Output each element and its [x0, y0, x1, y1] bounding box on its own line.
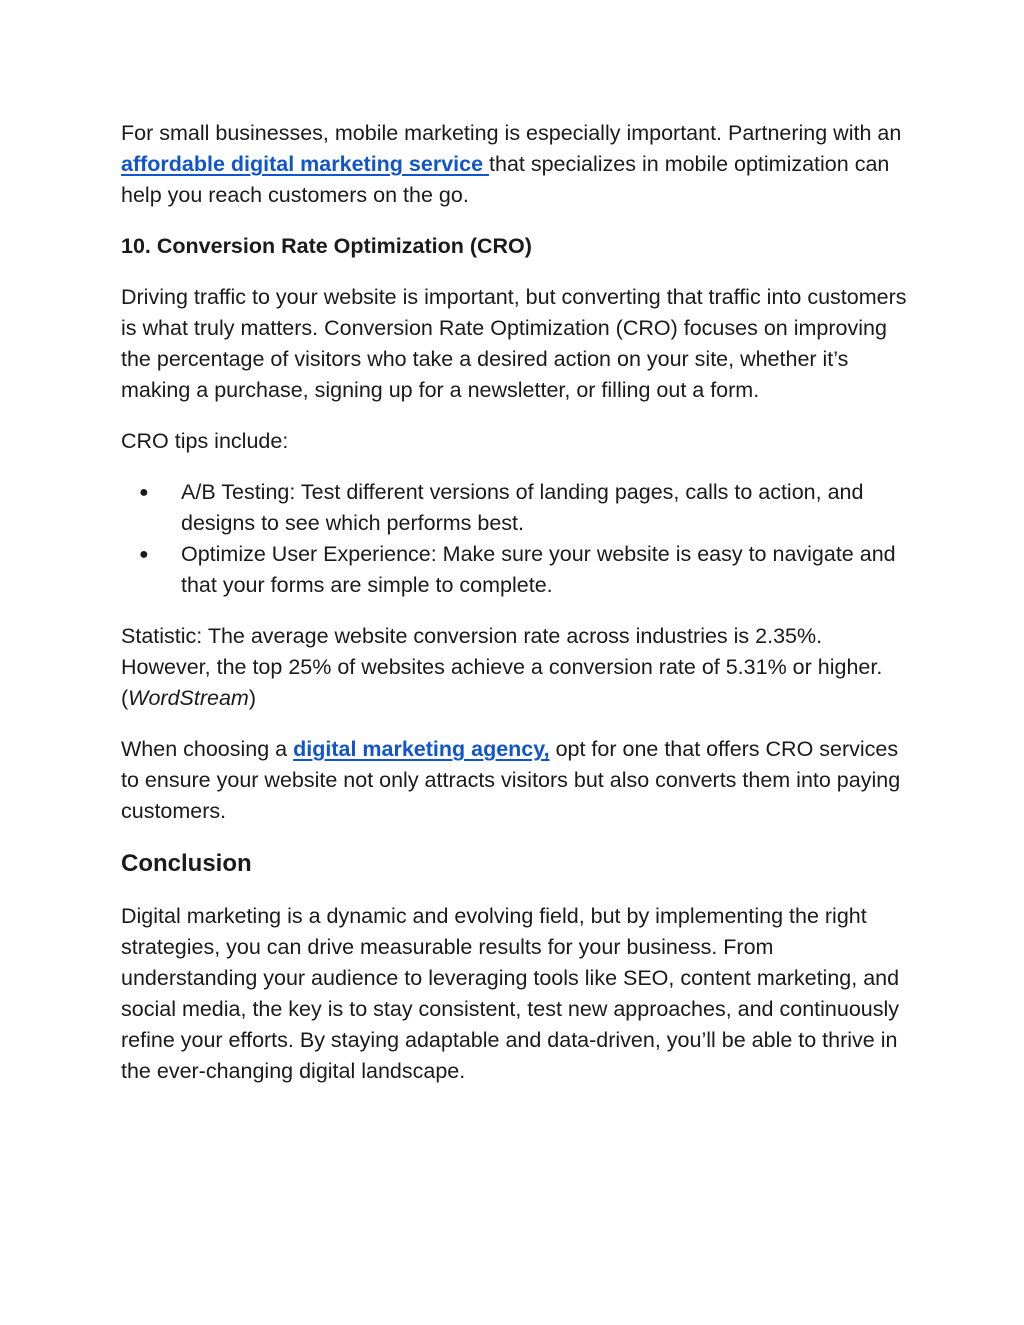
- tip-text: Optimize User Experience: Make sure your website is easy to navigate and that your forms are simple to complete.: [181, 542, 896, 597]
- statistic-source: WordStream: [128, 686, 249, 710]
- affordable-digital-marketing-link[interactable]: affordable digital marketing service: [121, 152, 490, 176]
- cro-tips-intro: CRO tips include:: [121, 429, 289, 453]
- agency-paragraph: [121, 734, 911, 827]
- tip-text: A/B Testing: Test different versions of landing pages, calls to action, and designs to see which performs best.: [181, 480, 864, 535]
- bullet-icon: ●: [139, 484, 149, 501]
- cro-heading: 10. Conversion Rate Optimization (CRO): [121, 234, 532, 258]
- conclusion-heading: Conclusion: [121, 850, 252, 877]
- document-page: [121, 118, 911, 1087]
- statistic-close: ): [248, 686, 257, 710]
- conclusion-paragraph: Digital marketing is a dynamic and evolving field, but by implementing the right strategies, you can drive measurable results for your business. From understanding your audience to leveraging tools like SEO, content marketing, and social media, the key is to stay consistent, test new approaches, and continuously refine your efforts. By staying adaptable and data-driven, you’ll be able to thrive in the ever-changing digital landscape.: [121, 904, 900, 1083]
- agency-text-before: When choosing a: [121, 737, 294, 761]
- statistic-text: Statistic: The average website conversion rate across industries is 2.35%. However, the top 25% of websites achieve a conversion rate of 5.31% or higher. (: [121, 624, 883, 710]
- intro-paragraph: [121, 118, 911, 211]
- list-item: [139, 477, 911, 539]
- list-item: [139, 539, 911, 601]
- intro-text-after: that specializes in mobile optimization can help you reach customers on the go.: [121, 152, 890, 207]
- statistic-paragraph: [121, 621, 911, 714]
- intro-text-before: For small businesses, mobile marketing is especially important. Partnering with an: [121, 121, 902, 145]
- cro-paragraph: Driving traffic to your website is important, but converting that traffic into customers is what truly matters. Conversion Rate Optimization (CRO) focuses on improving the percentage of visitors who take a desired action on your site, whether it’s making a purchase, signing up for a newsletter, or filling out a form.: [121, 285, 907, 402]
- agency-text-after: opt for one that offers CRO services to ensure your website not only attracts visitors but also converts them into paying customers.: [121, 737, 901, 823]
- digital-marketing-agency-link[interactable]: digital marketing agency,: [293, 737, 550, 761]
- bullet-icon: ●: [139, 546, 149, 563]
- cro-tips-list: [121, 477, 911, 601]
